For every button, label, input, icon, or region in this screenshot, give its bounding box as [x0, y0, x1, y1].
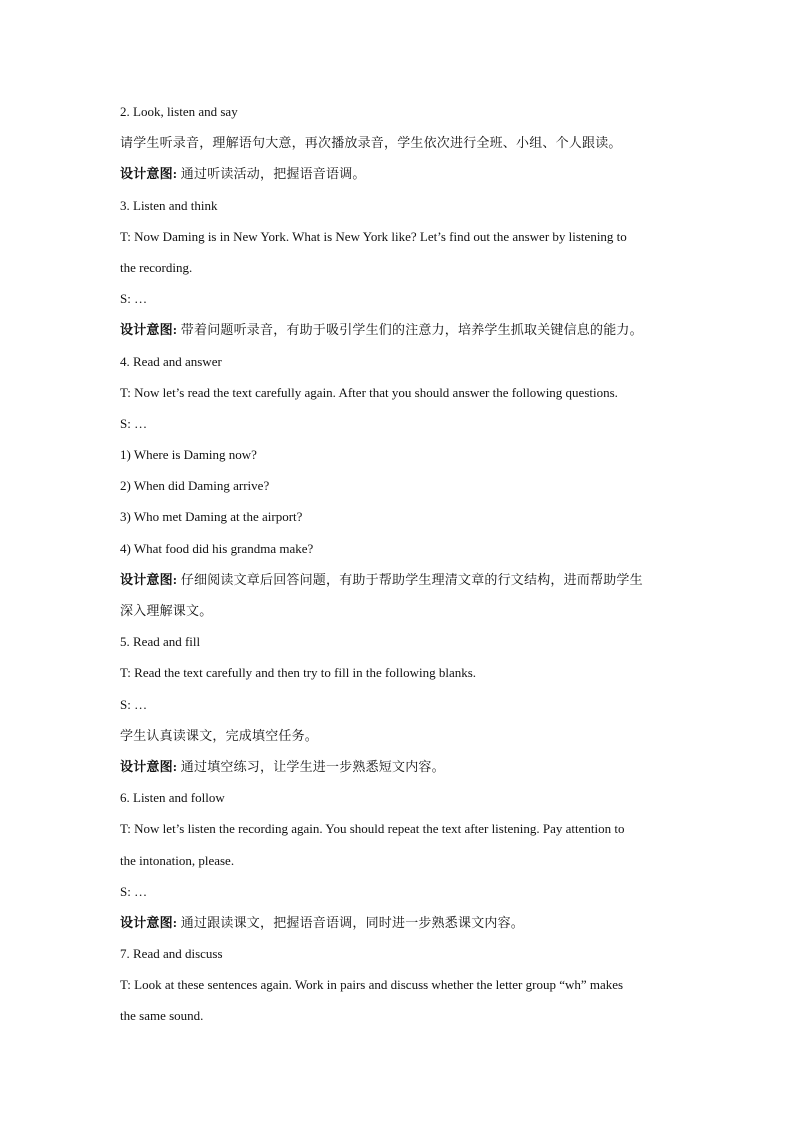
intent-label: 设计意图: — [120, 322, 178, 338]
section-6-teacher-line-2: the intonation, please. — [120, 852, 235, 868]
intent-text: 通过跟读课文，把握语音语调，同时进一步熟悉课文内容。 — [177, 914, 524, 930]
section-2-text: 请学生听录音，理解语句大意，再次播放录音，学生依次进行全班、小组、个人跟读。 — [120, 135, 622, 151]
question-1: 1) Where is Daming now? — [120, 447, 257, 463]
section-5-note: 学生认真读课文，完成填空任务。 — [120, 727, 319, 743]
intent-text: 通过填空练习，让学生进一步熟悉短文内容。 — [177, 758, 445, 774]
section-2-title: 2. Look, listen and say — [120, 104, 238, 119]
section-6-intent — [120, 907, 680, 938]
section-3-intent — [120, 314, 680, 345]
section-4-intent-line-1 — [120, 564, 680, 595]
section-7-title: 7. Read and discuss — [120, 946, 223, 962]
section-4-intent-line-2: 深入理解课文。 — [120, 603, 213, 618]
section-7-teacher-line-2: the same sound. — [120, 1008, 204, 1024]
question-4: 4) What food did his grandma make? — [120, 540, 314, 556]
section-6-teacher-line-1: T: Now let’s listen the recording again. You should repeat the text after listening. Pay attention to — [120, 821, 625, 837]
section-3-teacher-line-1: T: Now Daming is in New York. What is New York like? Let’s find out the answer by listening to — [120, 228, 627, 244]
intent-label: 设计意图: — [120, 571, 178, 587]
section-6-student: S: … — [120, 883, 148, 899]
document-page — [120, 96, 680, 1032]
intent-label: 设计意图: — [120, 166, 178, 182]
intent-text: 带着问题听录音，有助于吸引学生们的注意力，培养学生抓取关键信息的能力。 — [177, 322, 643, 338]
section-5-title: 5. Read and fill — [120, 634, 201, 650]
section-3-title: 3. Listen and think — [120, 197, 218, 213]
intent-text: 仔细阅读文章后回答问题，有助于帮助学生理清文章的行文结构，进而帮助学生 — [177, 571, 643, 587]
section-5-intent — [120, 751, 680, 782]
section-4-title: 4. Read and answer — [120, 353, 222, 369]
question-3: 3) Who met Daming at the airport? — [120, 509, 303, 525]
section-4-student: S: … — [120, 415, 148, 431]
section-4-teacher: T: Now let’s read the text carefully again. After that you should answer the following questions. — [120, 384, 618, 400]
section-7-teacher-line-1: T: Look at these sentences again. Work in pairs and discuss whether the letter group “wh” makes — [120, 977, 624, 993]
intent-text: 通过听读活动，把握语音语调。 — [177, 166, 366, 182]
section-5-student: S: … — [120, 696, 148, 712]
intent-label: 设计意图: — [120, 914, 178, 930]
section-2-intent — [120, 158, 680, 189]
section-3-student: S: … — [120, 291, 148, 307]
section-5-teacher: T: Read the text carefully and then try to fill in the following blanks. — [120, 665, 477, 681]
section-3-teacher-line-2: the recording. — [120, 259, 193, 275]
intent-label: 设计意图: — [120, 758, 178, 774]
question-2: 2) When did Daming arrive? — [120, 478, 270, 494]
section-6-title: 6. Listen and follow — [120, 790, 225, 806]
